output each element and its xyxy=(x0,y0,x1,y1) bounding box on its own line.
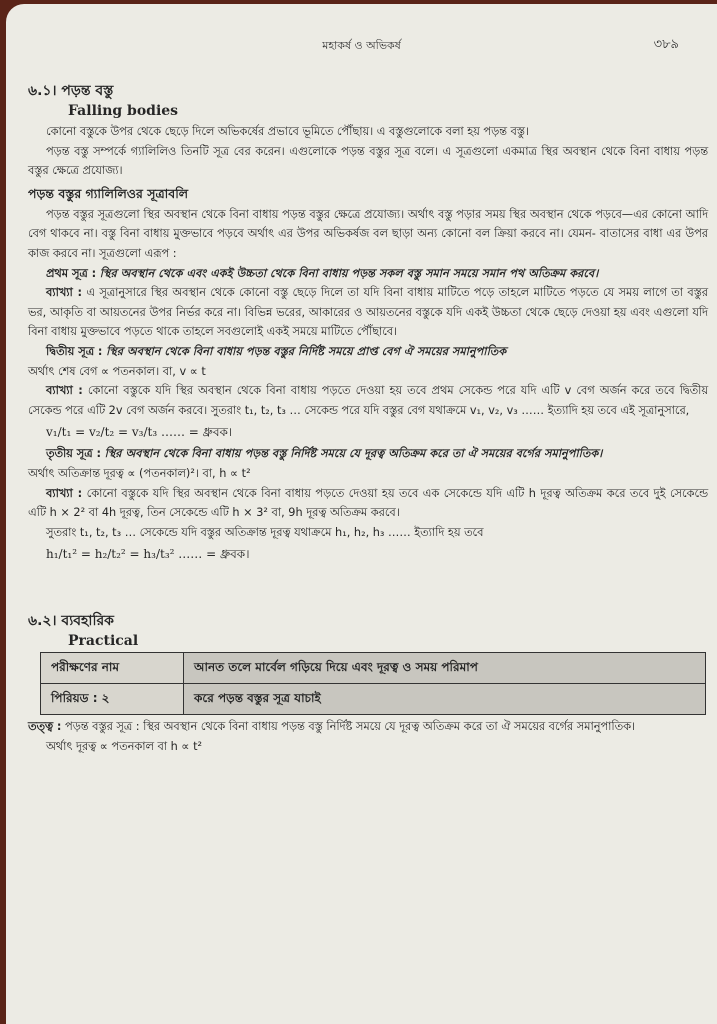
book-page xyxy=(6,4,717,1024)
section-heading-practical: ৬.২। ব্যবহারিক xyxy=(28,613,114,630)
table-cell-experiment-name: আনত তলে মার্বেল গড়িয়ে দিয়ে এবং দূরত্ব ও সময় পরিমাপ xyxy=(184,653,706,684)
second-law-tail: অর্থাৎ শেষ বেগ ∝ পতনকাল। বা, v ∝ t xyxy=(28,364,206,378)
explanation-label: ব্যাখ্যা : xyxy=(46,384,83,398)
practical-info-table xyxy=(40,652,706,715)
third-law-explanation-cont: সুতরাং t₁, t₂, t₃ … সেকেন্ডে যদি বস্তুর অতিক্রান্ত দূরত্ব যথাক্রমে h₁, h₂, h₃ …… ইত্যাদি হয় তবে xyxy=(46,525,484,539)
page-number: ৩৮৯ xyxy=(653,37,679,52)
paragraph-galileo-laws: পড়ন্ত বস্তু সম্পর্কে গ্যালিলিও তিনটি সূত্র বের করেন। এগুলোকে পড়ন্ত বস্তুর সূত্র বলে। এ সূত্রগুলো একমাত্র স্থির অবস্থান থেকে বিনা বাধায় পড়ন্ত বস্তুর ক্ষেত্রে প্রযোজ্য। xyxy=(28,144,708,178)
table-row xyxy=(41,684,706,715)
first-law-explanation xyxy=(28,283,708,342)
table-cell-period: পিরিয়ড : ২ xyxy=(41,684,184,715)
page-content xyxy=(28,80,708,756)
explanation-text: কোনো বস্তুকে যদি স্থির অবস্থান থেকে বিনা বাধায় পড়তে দেওয়া হয় তবে এক সেকেন্ডে যদি এটি h দূরত্ব অতিক্রম করে তবে দুই সেকেন্ডে এটি h × 2² বা 4h দূরত্ব, তিন সেকেন্ডে এটি h × 3² বা, 9h দূরত্ব অতিক্রম করবে। xyxy=(28,486,709,520)
explanation-text: কোনো বস্তুকে যদি স্থির অবস্থান থেকে বিনা বাধায় পড়তে দেওয়া হয় তবে প্রথম সেকেন্ড পরে যদি এটি v বেগ অর্জন করে তবে দ্বিতীয় সেকেন্ড পরে এটি 2v বেগ অর্জন করবে। সুতরাং t₁, t₂, t₃ … সেকেন্ড পরে যদি বস্তুর বেগ যথাক্রমে v₁, v₂, v₃ …… ইত্যাদি হয় তবে এই সূত্রানুসারে, xyxy=(28,384,708,417)
running-head: মহাকর্ষ ও অভিকর্ষ xyxy=(322,39,401,52)
section-heading-falling-bodies: ৬.১। পড়ন্ত বস্তু xyxy=(28,83,114,99)
paragraph-intro: কোনো বস্তুকে উপর থেকে ছেড়ে দিলে অভিকর্ষের প্রভাবে ভূমিতে পৌঁছায়। এ বস্তুগুলোকে বলা হয় পড়ন্ত বস্তু। xyxy=(46,125,529,138)
third-law xyxy=(28,444,708,464)
theory-paragraph xyxy=(28,717,708,737)
explanation-label: ব্যাখ্যা : xyxy=(46,486,83,500)
first-law-text: স্থির অবস্থান থেকে এবং একই উচ্চতা থেকে বিনা বাধায় পড়ন্ত সকল বস্তু সমান সময়ে সমান পথ অতিক্রম করবে। xyxy=(99,266,599,280)
second-law xyxy=(28,342,708,362)
second-law-explanation xyxy=(28,381,708,420)
third-law-text: স্থির অবস্থান থেকে বিনা বাধায় পড়ন্ত বস্তু নির্দিষ্ট সময়ে যে দূরত্ব অতিক্রম করে তা ঐ সময়ের বর্গের সমানুপাতিক। xyxy=(104,447,603,461)
table-cell-experiment-name-cont: করে পড়ন্ত বস্তুর সূত্র যাচাই xyxy=(184,684,706,715)
third-law-explanation xyxy=(28,484,708,523)
third-law-label: তৃতীয় সূত্র : xyxy=(46,447,101,461)
second-law-label: দ্বিতীয় সূত্র : xyxy=(46,344,103,358)
explanation-label: ব্যাখ্যা : xyxy=(46,286,83,300)
distance-ratio-formula: h₁/t₁² = h₂/t₂² = h₃/t₃² …… = ধ্রুবক। xyxy=(46,547,250,562)
third-law-tail: অর্থাৎ অতিক্রান্ত দূরত্ব ∝ (পতনকাল)²। বা, h ∝ t² xyxy=(28,466,251,480)
section-english-title: Falling bodies xyxy=(68,103,179,119)
section-english-practical: Practical xyxy=(68,633,139,650)
table-cell-experiment-label: পরীক্ষণের নাম xyxy=(41,653,184,684)
theory-label: তত্ত্ব : xyxy=(28,720,62,734)
table-row xyxy=(41,653,706,684)
theory-text: পড়ন্ত বস্তুর সূত্র : স্থির অবস্থান থেকে বিনা বাধায় পড়ন্ত বস্তু নির্দিষ্ট সময়ে যে দূরত্ব অতিক্রম করে তা ঐ সময়ের বর্গের সমানুপাতিক। xyxy=(65,720,636,734)
second-law-text: স্থির অবস্থান থেকে বিনা বাধায় পড়ন্ত বস্তুর নির্দিষ্ট সময়ে প্রাপ্ত বেগ ঐ সময়ের সমানুপাতিক xyxy=(106,344,507,358)
theory-tail: অর্থাৎ দূরত্ব ∝ পতনকাল বা h ∝ t² xyxy=(46,739,203,753)
first-law-label: প্রথম সূত্র : xyxy=(46,266,97,280)
velocity-ratio-formula: v₁/t₁ = v₂/t₂ = v₃/t₃ …… = ধ্রুবক। xyxy=(46,425,233,440)
subheading-galileo-laws: পড়ন্ত বস্তুর গ্যালিলিওর সূত্রাবলি xyxy=(28,185,189,201)
first-law xyxy=(28,264,708,284)
paragraph-conditions: পড়ন্ত বস্তুর সূত্রগুলো স্থির অবস্থান থেকে বিনা বাধায় পড়ন্ত বস্তুর ক্ষেত্রে প্রযোজ্য। অর্থাৎ বস্তু পড়ার সময় স্থির অবস্থান থেকে পড়বে—এর কোনো আদি বেগ থাকবে না। বস্তু বিনা বাধায় মুক্তভাবে পড়বে অর্থাৎ এর উপর অভিকর্ষজ বল ছাড়া অন্য কোনো বল ক্রিয়া করবে না। যেমন- বাতাসের বাধা এর উপর কাজ করবে না। সূত্রগুলো এরূপ : xyxy=(28,207,708,260)
explanation-text: এ সূত্রানুসারে স্থির অবস্থান থেকে কোনো বস্তু ছেড়ে দিলে তা যদি বিনা বাধায় মাটিতে পড়ে তাহলে মাটিতে পড়তে যে সময় লাগে তা বস্তুর ভর, আকৃতি বা আয়তনের উপর নির্ভর করে না। বিভিন্ন ভরের, আকারের ও আয়তনের বস্তুকে যদি একই উচ্চতা থেকে ছেড়ে দেওয়া হয় এবং এগুলো যদি বিনা বাধায় মুক্তভাবে পড়তে থাকে তাহলে সবগুলোই একই সময়ে মাটিতে পৌঁছাবে। xyxy=(28,286,708,339)
